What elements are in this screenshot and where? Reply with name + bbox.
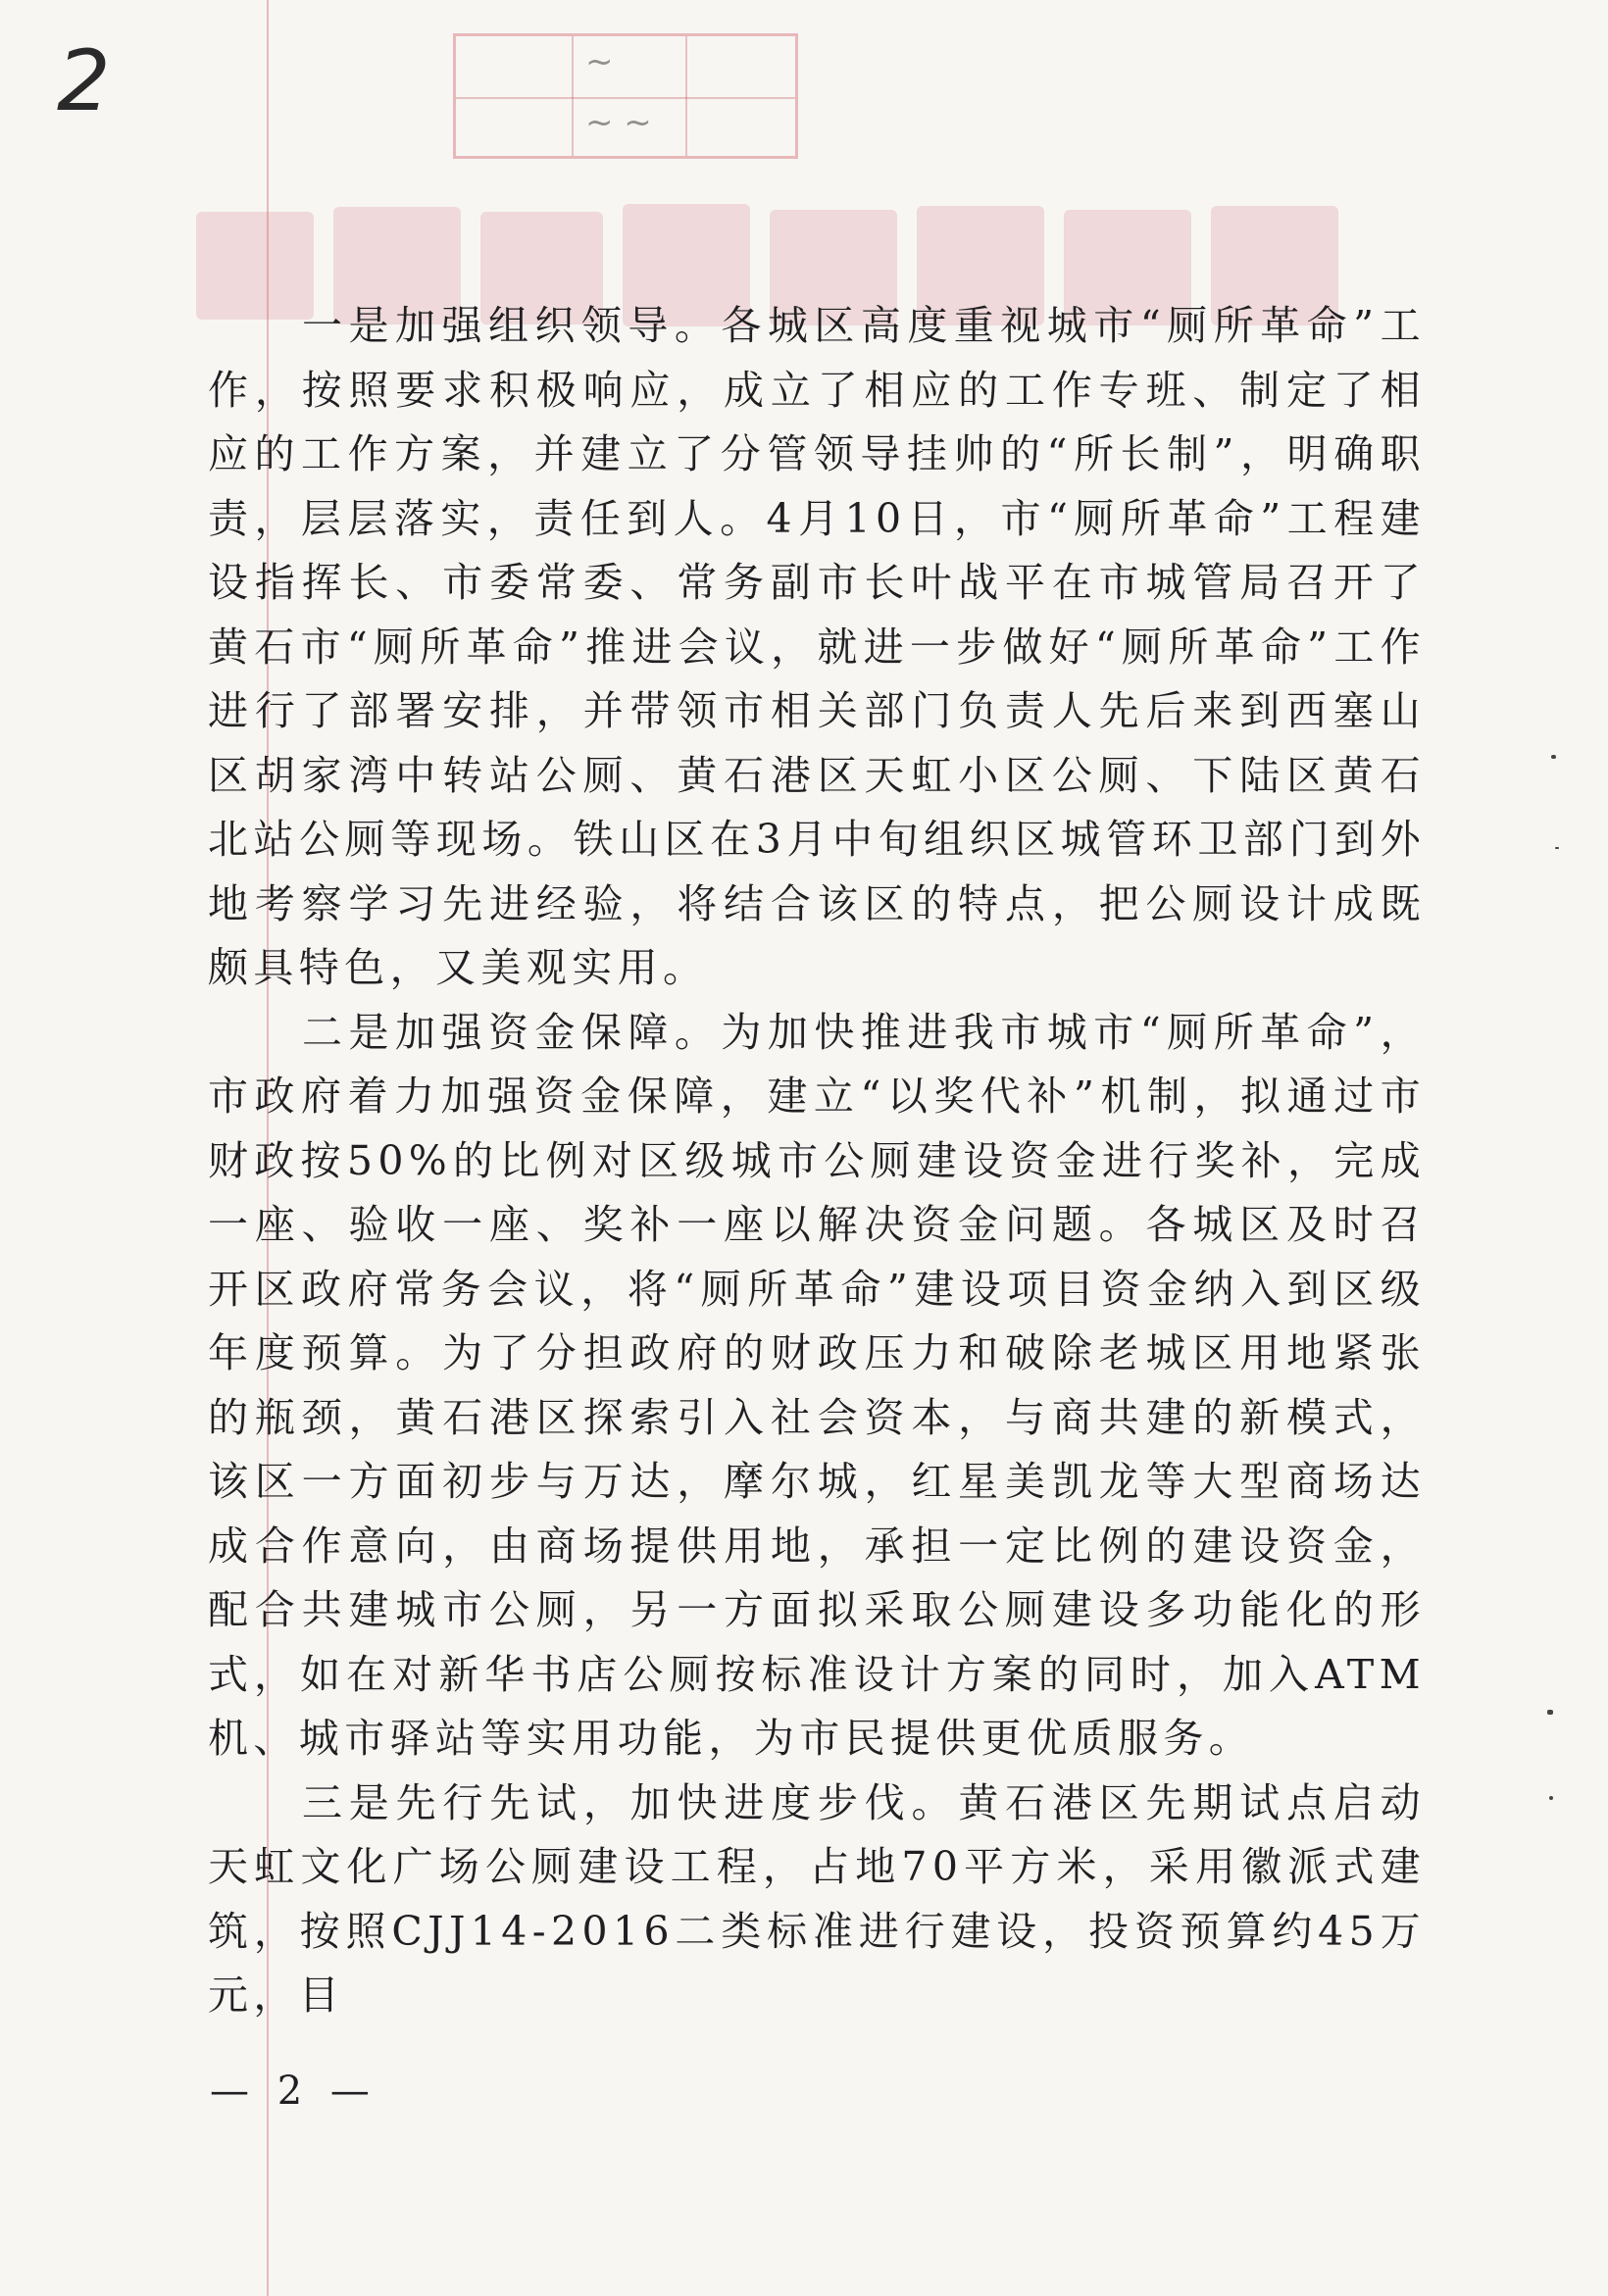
paragraph-funding: 二是加强资金保障。为加快推进我市城市“厕所革命”，市政府着力加强资金保障，建立“以奖代补”机制，拟通过市财政按50%的比例对区级城市公厕建设资金进行奖补，完成一座、验收一座、奖补一座以解决资金问题。各城区及时召开区政府常务会议，将“厕所革命”建设项目资金纳入到区级年度预算。为了分担政府的财政压力和破除老城区用地紧张的瓶颈，黄石港区探索引入社会资本，与商共建的新模式，该区一方面初步与万达，摩尔城，红星美凯龙等大型商场达成合作意向，由商场提供用地，承担一定比例的建设资金，配合共建城市公厕，另一方面拟采取公厕建设多功能化的形式，如在对新华书店公厕按标准设计方案的同时，加入ATM机、城市驿站等实用功能，为市民提供更优质服务。 (208, 1008, 1426, 1762)
stamp-scrawl: ~ ~ (585, 103, 652, 142)
body-text (208, 294, 1426, 2028)
receipt-stamp (453, 33, 798, 159)
page-number: — 2 — (210, 2069, 377, 2114)
scan-speck (1547, 1710, 1553, 1715)
scan-speck (1549, 1796, 1553, 1800)
scan-speck (1551, 755, 1556, 759)
scan-speck (1555, 847, 1559, 849)
paragraph-pilot: 三是先行先试，加快进度步伐。黄石港区先期试点启动天虹文化广场公厕建设工程，占地70平方米，采用徽派式建筑，按照CJJ14-2016二类标准进行建设，投资预算约45万元，目 (208, 1778, 1426, 2019)
handwritten-page-mark: 2 (57, 32, 111, 130)
paragraph-organization: 一是加强组织领导。各城区高度重视城市“厕所革命”工作，按照要求积极响应，成立了相应的工作专班、制定了相应的工作方案，并建立了分管领导挂帅的“所长制”，明确职责，层层落实，责任到人。4月10日，市“厕所革命”工程建设指挥长、市委常委、常务副市长叶战平在市城管局召开了黄石市“厕所革命”推进会议，就进一步做好“厕所革命”工作进行了部署安排，并带领市相关部门负责人先后来到西塞山区胡家湾中转站公厕、黄石港区天虹小区公厕、下陆区黄石北站公厕等现场。铁山区在3月中旬组织区城管环卫部门到外地考察学习先进经验，将结合该区的特点，把公厕设计成既颇具特色，又美观实用。 (208, 302, 1426, 991)
stamp-scrawl: ~ (585, 42, 614, 81)
